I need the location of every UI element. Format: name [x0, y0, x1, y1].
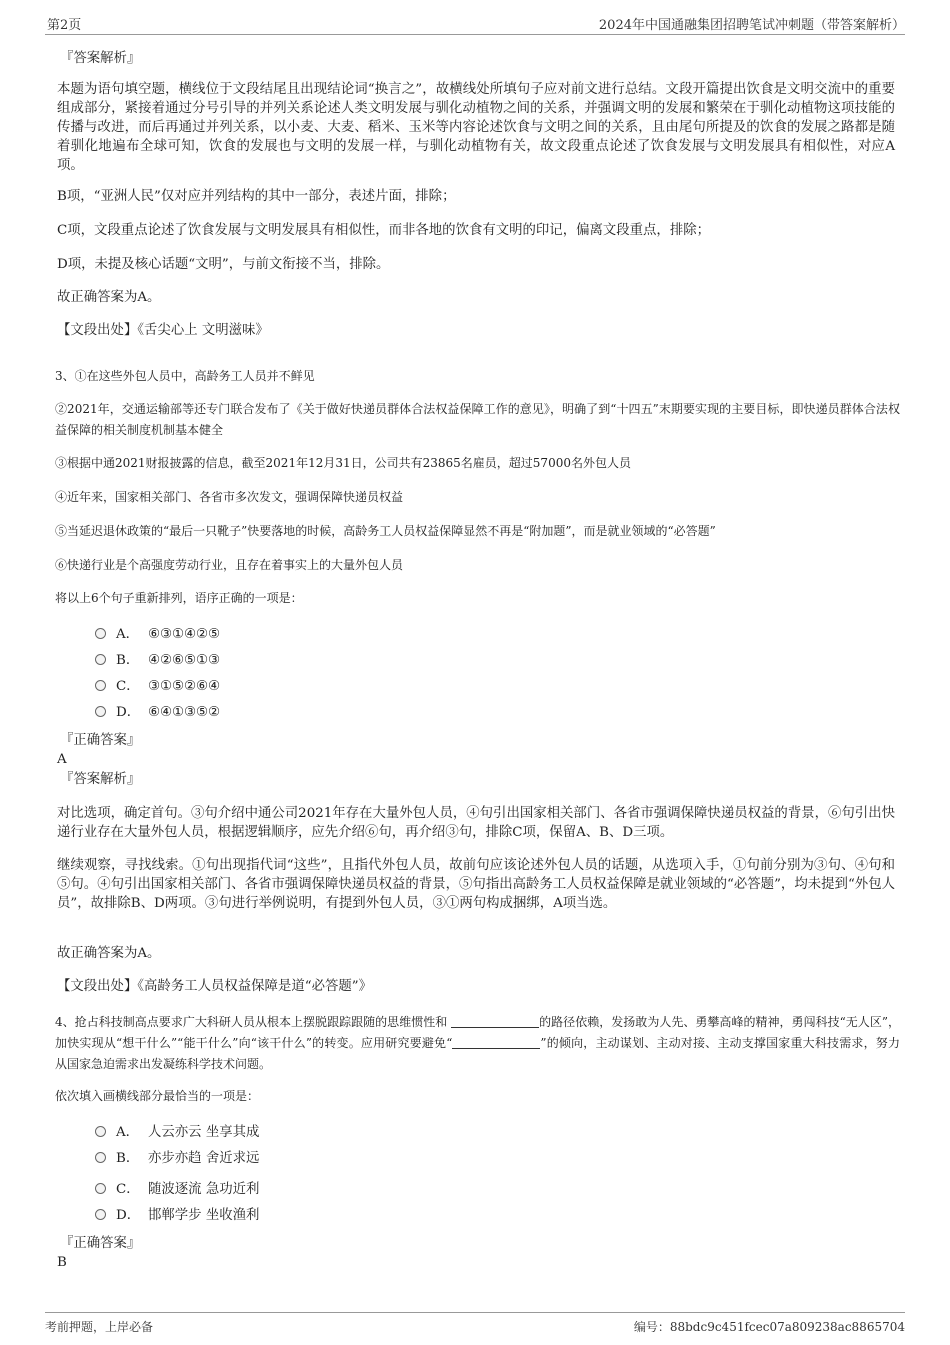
question-sentence: ②2021年，交通运输部等还专门联合发布了《关于做好快递员群体合法权益保障工作的意见》，明确了到“十四五”末期要实现的主要目标，即快递员群体合法权益保障的相关制度机制基本健全: [55, 402, 900, 437]
analysis-paragraph: D项，未提及核心话题“文明”，与前文衔接不当，排除。: [57, 257, 390, 272]
answer-label: 『正确答案』: [60, 1236, 141, 1251]
option-a[interactable]: A． 人云亦云 坐享其成: [95, 1124, 259, 1142]
question-prompt: 将以上6个句子重新排列，语序正确的一项是：: [55, 591, 303, 605]
answer-label: 『正确答案』: [60, 733, 141, 748]
option-b[interactable]: B． ④②⑥⑤①③: [95, 652, 220, 670]
source-citation: 【文段出处】《高龄务工人员权益保障是道“必答题”》: [57, 979, 372, 994]
question-prompt: 依次填入画横线部分最恰当的一项是：: [55, 1089, 260, 1103]
fill-blank: [451, 1015, 539, 1028]
conclusion: 故正确答案为A。: [57, 290, 161, 305]
radio-icon[interactable]: [95, 1209, 106, 1220]
question-sentence: ③根据中通2021财报披露的信息，截至2021年12月31日，公司共有23865名雇员，超过57000名外包人员: [55, 456, 631, 470]
question-stem: 4、抢占科技制高点要求广大科研人员从根本上摆脱跟踪跟随的思维惯性和 的路径依赖，发扬敢为人先、勇攀高峰的精神，勇闯科技“无人区”，加快实现从“想干什么”“能干什么”向“该干什么”的转变。应用研究要避免“ ”的倾向，主动谋划、主动对接、主动支撑国家重大科技需求，努力从国家急迫需求出发凝练科学技术问题。: [55, 1015, 900, 1071]
analysis-label: 『答案解析』: [60, 51, 141, 66]
analysis-label: 『答案解析』: [60, 772, 141, 787]
analysis-paragraph: 本题为语句填空题，横线位于文段结尾且出现结论词“换言之”，故横线处所填句子应对前文进行总结。文段开篇提出饮食是文明交流中的重要组成部分，紧接着通过分号引导的并列关系论述人类文明发展与驯化动植物之间的关系，并强调文明的发展和繁荣在于驯化动植物这项技能的传播与改进，而后再通过并列关系，以小麦、大麦、稻米、玉米等内容论述饮食与文明之间的关系，且由尾句所提及的饮食的发展之路都是随着驯化地遍布全球可知，饮食的发展也与文明的发展一样，与驯化动植物有关，故文段重点论述了饮食发展与文明发展具有相似性，对应A项。: [57, 82, 895, 173]
radio-icon[interactable]: [95, 1183, 106, 1194]
option-d[interactable]: D． ⑥④①③⑤②: [95, 704, 220, 722]
analysis-paragraph: B项，“亚洲人民”仅对应并列结构的其中一部分，表述片面，排除；: [57, 189, 456, 204]
radio-icon[interactable]: [95, 1126, 106, 1137]
conclusion: 故正确答案为A。: [57, 946, 161, 961]
option-d[interactable]: D． 邯郸学步 坐收渔利: [95, 1207, 259, 1225]
analysis-paragraph: C项，文段重点论述了饮食发展与文明发展具有相似性，而非各地的饮食有文明的印记，偏离文段重点，排除；: [57, 223, 710, 238]
document-code: 编号：88bdc9c451fcec07a809238ac8865704: [633, 1320, 905, 1334]
document-title: 2024年中国通融集团招聘笔试冲刺题（带答案解析）: [598, 18, 905, 33]
analysis-paragraph: 对比选项，确定首句。③句介绍中通公司2021年存在大量外包人员，④句引出国家相关部门、各省市强调保障快递员权益的背景，⑥句引出快递行业存在大量外包人员，根据逻辑顺序，应先介绍⑥句，再介绍③句，排除C项，保留A、B、D三项。: [57, 806, 895, 840]
header-divider: [45, 34, 905, 35]
page-number: 第2页: [47, 18, 82, 33]
question-sentence: 3、①在这些外包人员中，高龄务工人员并不鲜见: [55, 369, 315, 383]
source-citation: 【文段出处】《舌尖心上 文明滋味》: [57, 323, 269, 338]
question-sentence: ④近年来，国家相关部门、各省市多次发文，强调保障快递员权益: [55, 490, 404, 504]
radio-icon[interactable]: [95, 1152, 106, 1163]
radio-icon[interactable]: [95, 654, 106, 665]
footer-divider: [45, 1312, 905, 1313]
footer-slogan: 考前押题，上岸必备: [45, 1320, 154, 1334]
question-sentence: ⑥快递行业是个高强度劳动行业，且存在着事实上的大量外包人员: [55, 558, 404, 572]
answer-value: A: [57, 752, 67, 767]
option-b[interactable]: B． 亦步亦趋 舍近求远: [95, 1150, 259, 1168]
radio-icon[interactable]: [95, 706, 106, 717]
option-c[interactable]: C． 随波逐流 急功近利: [95, 1181, 259, 1199]
fill-blank: [452, 1036, 540, 1049]
option-a[interactable]: A． ⑥③①④②⑤: [95, 626, 220, 644]
answer-value: B: [57, 1255, 67, 1270]
option-c[interactable]: C． ③①⑤②⑥④: [95, 678, 220, 696]
question-sentence: ⑤当延迟退休政策的“最后一只靴子”快要落地的时候，高龄务工人员权益保障显然不再是“附加题”，而是就业领域的“必答题”: [55, 524, 716, 538]
radio-icon[interactable]: [95, 628, 106, 639]
radio-icon[interactable]: [95, 680, 106, 691]
analysis-paragraph: 继续观察，寻找线索。①句出现指代词“这些”，且指代外包人员，故前句应该论述外包人员的话题，从选项入手，①句前分别为③句、④句和⑤句。④句引出国家相关部门、各省市强调保障快递员权益的背景，⑤句指出高龄务工人员权益保障是就业领域的“必答题”，均未提到“外包人员”，故排除B、D两项。③句进行举例说明，有提到外包人员，③①两句构成捆绑，A项当选。: [57, 858, 895, 911]
